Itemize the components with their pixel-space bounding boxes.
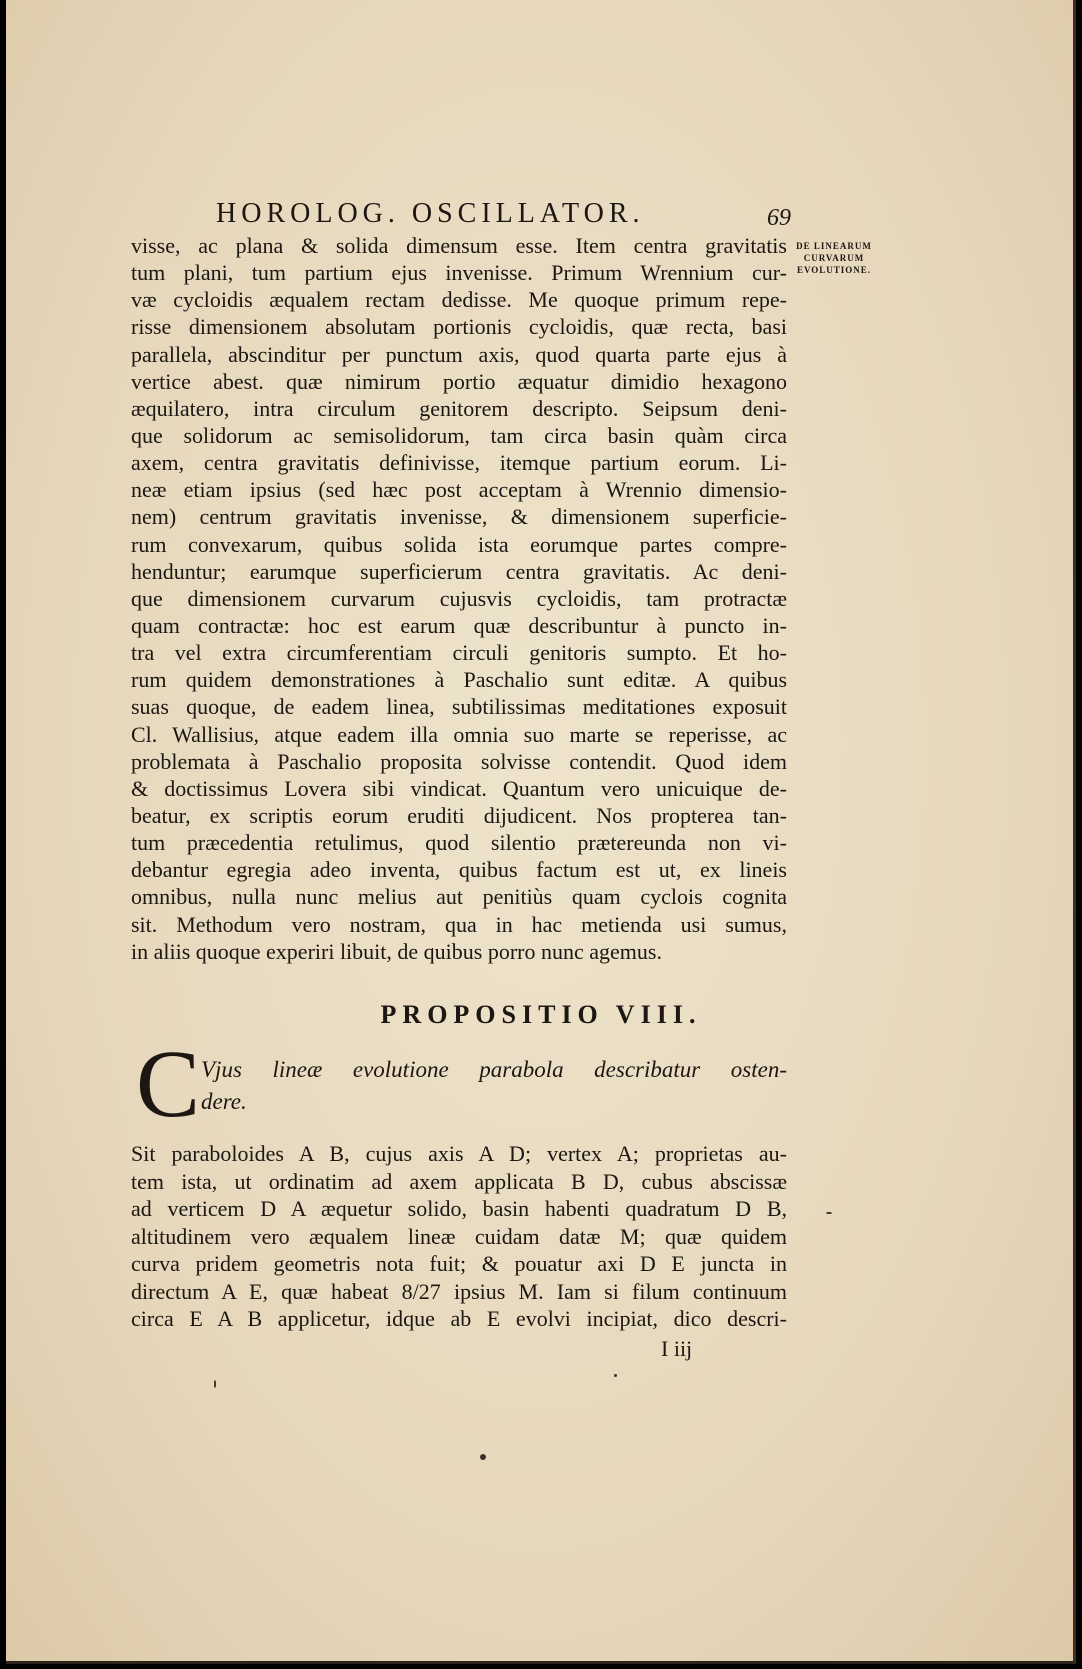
text-line: quam contractæ: hoc est earum quæ describuntur à puncto in-	[131, 612, 787, 638]
margin-note-line: DE LINEARUM	[796, 241, 872, 251]
text-line: circa E A B applicetur, idque ab E evolvi incipiat, dico descri-	[131, 1306, 787, 1331]
text-line: axem, centra gravitatis definivisse, itemque partium eorum. Li-	[131, 450, 787, 476]
text-line: rum quidem demonstrationes à Paschalio sunt editæ. A quibus	[131, 667, 787, 693]
text-line: & doctissimus Lovera sibi vindicat. Quantum vero unicuique de-	[131, 775, 787, 801]
text-line: suas quoque, de eadem linea, subtilissimas meditationes exposuit	[131, 694, 787, 720]
statement-line: Vjus lineæ evolutione parabola describatur osten-	[201, 1057, 787, 1082]
text-line: beatur, ex scriptis eorum eruditi dijudicent. Nos propterea tan-	[131, 802, 787, 828]
text-line: Sit paraboloides A B, cujus axis A D; vertex A; proprietas au-	[131, 1141, 787, 1166]
text-line: tra vel extra circumferentiam circuli genitoris sumpto. Et ho-	[131, 640, 787, 666]
text-line: curva pridem geometris nota fuit; & pouatur axi D E juncta in	[131, 1251, 787, 1276]
statement-line: dere.	[201, 1089, 247, 1114]
text-line: ad verticem D A æquetur solido, basin habenti quadratum D B,	[131, 1196, 787, 1221]
signature-mark: I iij	[661, 1336, 693, 1361]
text-line: que dimensionem curvarum cujusvis cycloidis, tam protractæ	[131, 585, 787, 611]
text-line: altitudinem vero æqualem lineæ cuidam datæ M; quæ quidem	[131, 1223, 787, 1249]
ink-speck	[214, 1380, 216, 1388]
text-line: rum convexarum, quibus solida ista eorumque partes compre-	[131, 531, 787, 557]
proposition-statement	[201, 1054, 787, 1118]
text-line: que solidorum ac semisolidorum, tam circa basin quàm circa	[131, 422, 787, 448]
text-line: tum plani, tum partium ejus invenisse. Primum Wrennium cur-	[131, 260, 787, 286]
text-line: in aliis quoque experiri libuit, de quibus porro nunc agemus.	[131, 938, 662, 964]
text-line: parallela, abscinditur per punctum axis, quod quarta parte ejus à	[131, 341, 787, 367]
text-line: problemata à Paschalio proposita solvisse contendit. Quod idem	[131, 748, 787, 774]
ink-speck	[826, 1212, 832, 1214]
text-line: henduntur; earumque superficierum centra gravitatis. Ac deni-	[131, 558, 787, 584]
text-line: directum A E, quæ habeat 8/27 ipsius M. Iam si filum continuum	[131, 1278, 787, 1304]
text-line: debantur egregia adeo inventa, quibus factum est ut, ex lineis	[131, 857, 787, 883]
text-line: neæ etiam ipsius (sed hæc post acceptam à Wrennio dimensio-	[131, 477, 787, 503]
ink-speck	[614, 1374, 617, 1377]
text-line: vertice abest. quæ nimirum portio æquatur dimidio hexagono	[131, 368, 787, 394]
margin-note	[784, 240, 884, 276]
text-line: væ cycloidis æqualem rectam dedisse. Me quoque primum repe-	[131, 287, 787, 313]
text-line: Cl. Wallisius, atque eadem illa omnia suo marte se reperisse, ac	[131, 721, 787, 747]
margin-note-line: EVOLUTIONE.	[796, 265, 872, 275]
text-line: risse dimensionem absolutam portionis cycloidis, quæ recta, basi	[131, 314, 787, 340]
paragraph-1	[131, 232, 787, 965]
paragraph-2	[131, 1140, 787, 1333]
running-head	[216, 198, 791, 230]
page-number: 69	[767, 205, 791, 231]
text-line: nem) centrum gravitatis invenisse, & dimensionem superficie-	[131, 504, 787, 530]
drop-cap: C	[136, 1030, 201, 1137]
text-line: visse, ac plana & solida dimensum esse. Item centra gravitatis	[131, 233, 787, 258]
ink-speck	[480, 1454, 486, 1460]
running-title: HOROLOG. OSCILLATOR.	[216, 198, 645, 229]
text-line: tum præcedentia retulimus, quod silentio prætereunda non vi-	[131, 830, 787, 856]
proposition-heading: PROPOSITIO VIII.	[380, 1000, 702, 1029]
text-line: sit. Methodum vero nostram, qua in hac metienda usi sumus,	[131, 911, 787, 937]
text-line: omnibus, nulla nunc melius aut penitiùs quam cyclois cognita	[131, 884, 787, 910]
text-line: tem ista, ut ordinatim ad axem applicata B D, cubus abscissæ	[131, 1168, 787, 1194]
text-line: æquilatero, intra circulum genitorem descripto. Seipsum deni-	[131, 395, 787, 421]
margin-note-line: CURVARUM	[803, 253, 865, 263]
book-page	[6, 0, 1076, 1664]
